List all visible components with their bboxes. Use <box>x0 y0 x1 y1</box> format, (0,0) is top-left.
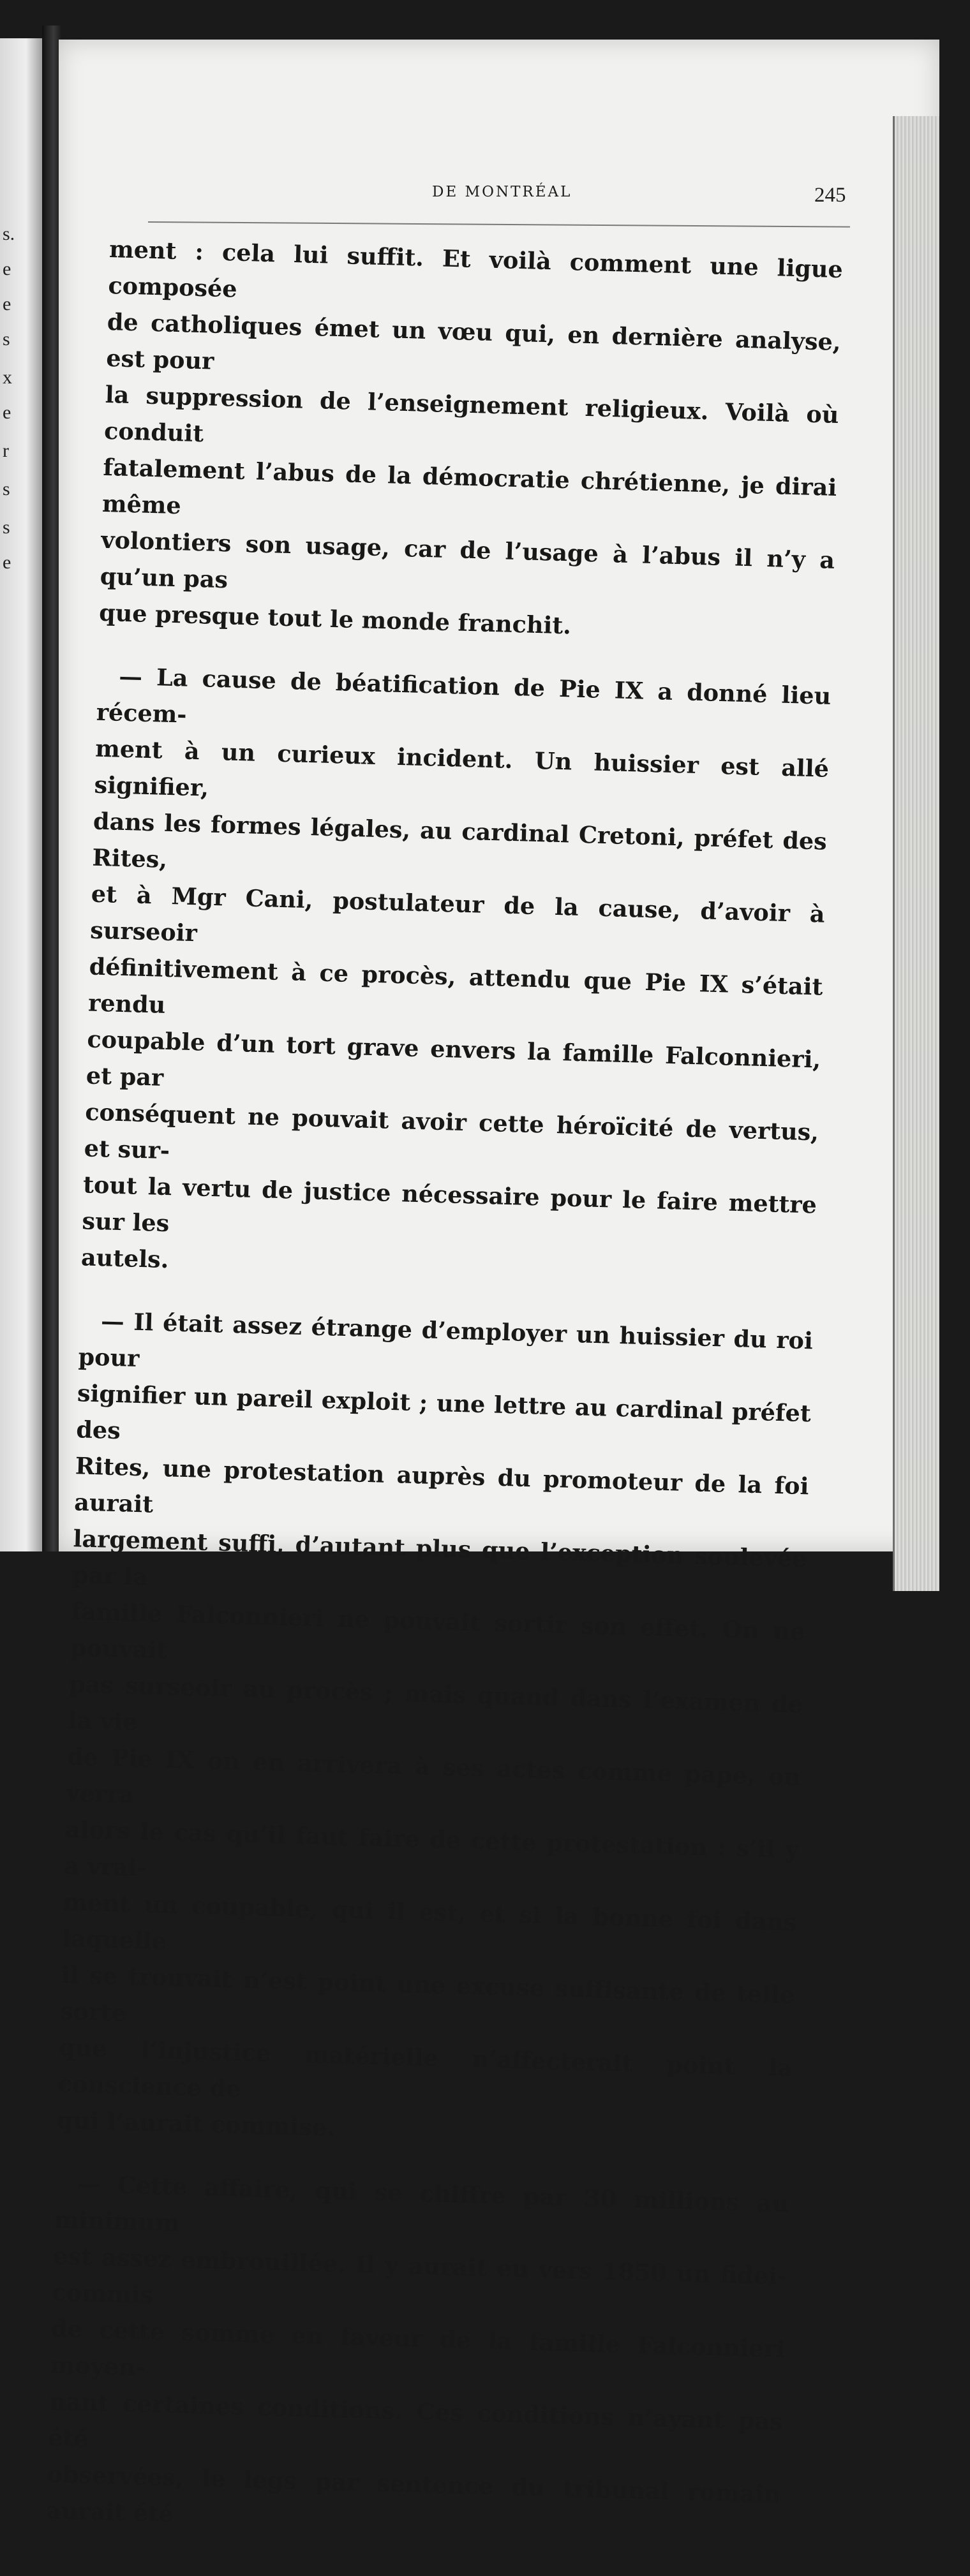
running-title: DE MONTRÉAL <box>432 184 572 200</box>
margin-letter: s <box>3 329 10 350</box>
margin-letter: s <box>3 517 10 538</box>
paragraph: — Cette affaire, qui se chiffre par 30 millions au minimum est assez embrouillée. Il y aurait eu vers 1850 un fidei-commis de cette somme en faveur de la famille Falconnieri moyen- nant certaines conditions. Ces conditions n’ayant pas été observées, le legs par sentence du tribunal romain aurait été <box>45 2170 789 2528</box>
paragraph: ment : cela lui suffit. Et voilà comment une ligue composée de catholiques émet un vœu qui, en dernière analyse, est pour la suppression de l’enseignement religieux. Voilà où conduit fatalement l’abus de la démocratie chrétienne, je dirai même volontiers son usage, car de l’usage à l’abus il n’y a qu’un pas que presque tout le monde franchit. <box>98 235 844 640</box>
previous-page-edge <box>0 38 43 1551</box>
book-page <box>45 40 939 2528</box>
paragraph: — Il était assez étrange d’employer un huissier du roi pour signifier un pareil exploit ; une lettre au cardinal préfet des Rites, une protestation auprès du promoteur de la foi aurait largement suffi, d’autant plus que l’exception soulevée par la famille Falconnieri ne pouvait sortir son effet. On ne pouvait pas surseoir au procès ; mais quand dans l’examen de la vie de Pie IX on en arrivera à ses actes comme pape, on verra alors le cas qu’il faut faire de cette protestation : s’il y a vrai- ment un coupable, qui il est, et si la bonne foi dans laquelle il se trouvait n’est point une excuse suffisante de telle sorte que l’injustice matérielle n’affecterait point la conscience de qui l’aurait commise. <box>56 1307 814 2142</box>
margin-letter: x <box>3 367 12 388</box>
margin-letter: e <box>3 293 11 315</box>
page-body <box>45 231 843 2576</box>
paragraph: — La cause de béatification de Pie IX a donné lieu récem- ment à un curieux incident. Un huissier est allé signifier, dans les formes légales, au cardinal Cretoni, préfet des Rites, et à Mgr Cani, postulateur de la cause, d’avoir à surseoir définitivement à ce procès, attendu que Pie IX s’était rendu coupable d’un tort grave envers la famille Falconnieri, et par conséquent ne pouvait avoir cette héroïcité de vertus, et sur- tout la vertu de justice nécessaire pour le faire mettre sur les autels. <box>80 662 832 1274</box>
margin-letter: r <box>3 440 9 461</box>
margin-letter: s <box>3 478 10 500</box>
page-number: 245 <box>814 184 846 207</box>
margin-letter: e <box>3 258 11 279</box>
header-rule <box>148 221 850 228</box>
margin-letter: e <box>3 552 11 573</box>
margin-letter: e <box>3 402 11 423</box>
page-stack-edge <box>893 116 939 1591</box>
margin-letter: s. <box>3 223 15 244</box>
